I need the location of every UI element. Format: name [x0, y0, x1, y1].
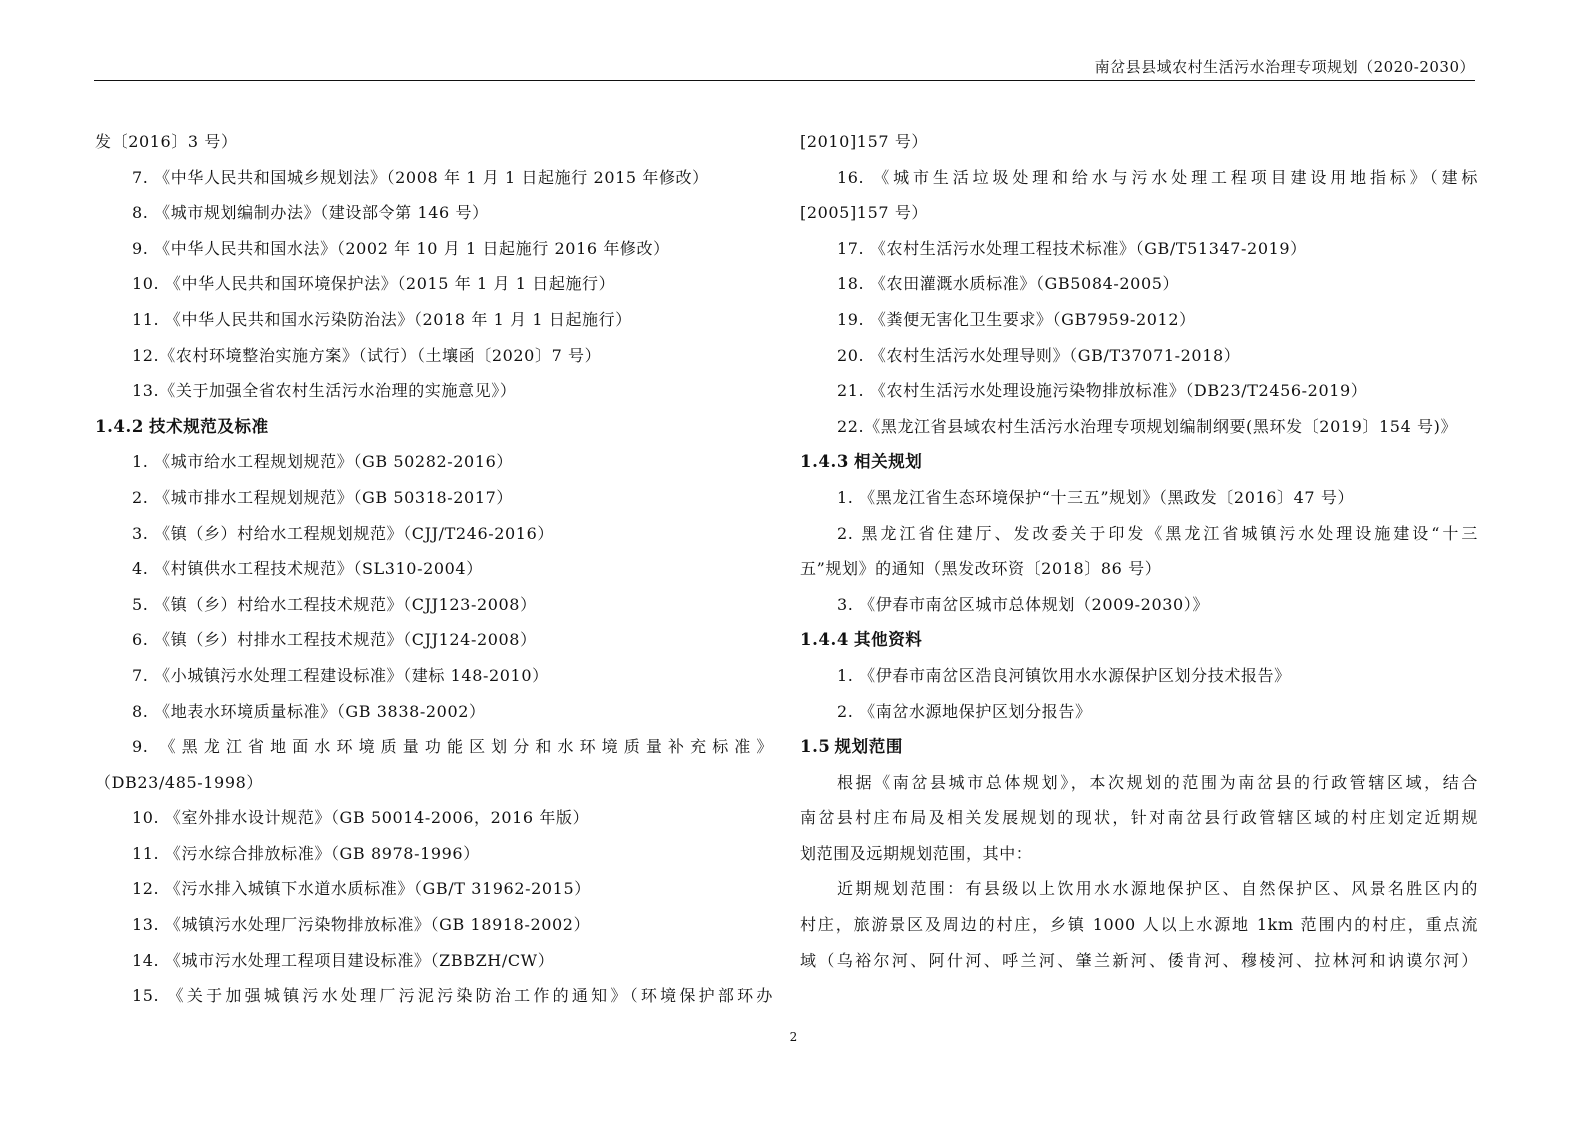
text-line: 10. 《室外排水设计规范》（GB 50014-2006，2016 年版）: [132, 808, 590, 828]
text-line: 7. 《中华人民共和国城乡规划法》（2008 年 1 月 1 日起施行 2015 年修改）: [132, 167, 709, 187]
text-line: 村庄，旅游景区及周边的村庄，乡镇 1000 人以上水源地 1km 范围内的村庄，重点流: [800, 915, 1478, 935]
text-line: 划范围及远期规划范围，其中：: [800, 843, 1033, 863]
text-line: 1. 《伊春市南岔区浩良河镇饮用水水源保护区划分技术报告》: [837, 665, 1291, 685]
text-line: 18. 《农田灌溉水质标准》（GB5084-2005）: [837, 274, 1180, 294]
text-line: 22.《黑龙江省县域农村生活污水治理专项规划编制纲要(黑环发〔2019〕154 号)》: [837, 416, 1458, 436]
left-column: [95, 124, 773, 1014]
text-line: 8. 《地表水环境质量标准》（GB 3838-2002）: [132, 701, 486, 721]
text-line: 5. 《镇（乡）村给水工程技术规范》（CJJ123-2008）: [132, 594, 537, 614]
text-line: 2. 《南岔水源地保护区划分报告》: [837, 701, 1092, 721]
text-line: 五”规划》的通知（黑发改环资〔2018〕86 号）: [800, 559, 1162, 579]
section-title: 技术规范及标准: [149, 416, 269, 436]
text-line: 13.《关于加强全省农村生活污水治理的实施意见》）: [132, 381, 517, 401]
text-line: 20. 《农村生活污水处理导则》（GB/T37071-2018）: [837, 345, 1241, 365]
text-line: 12. 《污水排入城镇下水道水质标准》（GB/T 31962-2015）: [132, 879, 591, 899]
text-line: 3. 《镇（乡）村给水工程规划规范》（CJJ/T246-2016）: [132, 523, 554, 543]
text-line: 南岔县村庄布局及相关发展规划的现状，针对南岔县行政管辖区域的村庄划定近期规: [800, 808, 1478, 828]
text-line: 根据《南岔县城市总体规划》，本次规划的范围为南岔县的行政管辖区域，结合: [837, 772, 1478, 792]
text-line: 21. 《农村生活污水处理设施污染物排放标准》（DB23/T2456-2019）: [837, 381, 1368, 401]
section-title: 其他资料: [854, 630, 923, 650]
text-line: 近期规划范围：有县级以上饮用水水源地保护区、自然保护区、风景名胜区内的: [837, 879, 1478, 899]
text-line: 7. 《小城镇污水处理工程建设标准》（建标 148-2010）: [132, 665, 549, 685]
section-number: 1.4.3: [800, 452, 849, 472]
section-heading: [95, 409, 773, 445]
text-line: 9. 《黑龙江省地面水环境质量功能区划分和水环境质量补充标准》: [132, 737, 773, 757]
text-line: 域（乌裕尔河、阿什河、呼兰河、肇兰新河、倭肯河、穆棱河、拉林河和讷谟尔河）: [800, 950, 1478, 970]
text-line: 17. 《农村生活污水处理工程技术标准》（GB/T51347-2019）: [837, 238, 1307, 258]
text-line: 1. 《城市给水工程规划规范》（GB 50282-2016）: [132, 452, 514, 472]
section-heading: [800, 444, 1478, 480]
text-line: 16. 《城市生活垃圾处理和给水与污水处理工程项目建设用地指标》（建标: [837, 167, 1478, 187]
text-line: 10. 《中华人民共和国环境保护法》（2015 年 1 月 1 日起施行）: [132, 274, 616, 294]
text-line: 发〔2016〕3 号）: [95, 132, 238, 151]
section-title: 相关规划: [854, 452, 923, 472]
text-line: 3. 《伊春市南岔区城市总体规划（2009-2030）》: [837, 594, 1209, 614]
text-line: 12.《农村环境整治实施方案》（试行）（土壤函〔2020〕7 号）: [132, 345, 602, 365]
text-line: [2005]157 号）: [800, 203, 929, 223]
text-line: 11. 《中华人民共和国水污染防治法》（2018 年 1 月 1 日起施行）: [132, 309, 632, 329]
text-line: 19. 《粪便无害化卫生要求》（GB7959-2012）: [837, 309, 1196, 329]
page-number: 2: [789, 1030, 798, 1044]
text-line: （DB23/485-1998）: [95, 772, 263, 792]
text-line: 9. 《中华人民共和国水法》（2002 年 10 月 1 日起施行 2016 年修改）: [132, 238, 670, 258]
section-number: 1.4.2: [95, 416, 144, 436]
section-heading: [800, 622, 1478, 658]
text-line: 15. 《关于加强城镇污水处理厂污泥污染防治工作的通知》（环境保护部环办: [132, 986, 773, 1006]
text-line: 13. 《城镇污水处理厂污染物排放标准》（GB 18918-2002）: [132, 915, 591, 935]
header-title: 南岔县县域农村生活污水治理专项规划（2020-2030）: [1094, 58, 1475, 76]
text-line: 14. 《城市污水处理工程项目建设标准》（ZBBZH/CW）: [132, 950, 555, 970]
text-line: 2. 黑龙江省住建厅、发改委关于印发《黑龙江省城镇污水处理设施建设“十三: [837, 523, 1478, 543]
page-header: [94, 52, 1475, 81]
text-line: 1. 《黑龙江省生态环境保护“十三五”规划》（黑政发〔2016〕47 号）: [837, 487, 1355, 507]
text-line: 6. 《镇（乡）村排水工程技术规范》（CJJ124-2008）: [132, 630, 537, 650]
section-heading: [800, 729, 1478, 765]
section-title: 规划范围: [834, 737, 903, 757]
section-number: 1.4.4: [800, 630, 849, 650]
section-number: 1.5: [800, 737, 831, 757]
text-line: 2. 《城市排水工程规划规范》（GB 50318-2017）: [132, 487, 514, 507]
text-line: 4. 《村镇供水工程技术规范》（SL310-2004）: [132, 559, 483, 579]
text-line: [2010]157 号）: [800, 132, 929, 151]
text-line: 8. 《城市规划编制办法》（建设部令第 146 号）: [132, 203, 489, 223]
right-column: [800, 124, 1478, 978]
text-line: 11. 《污水综合排放标准》（GB 8978-1996）: [132, 843, 480, 863]
